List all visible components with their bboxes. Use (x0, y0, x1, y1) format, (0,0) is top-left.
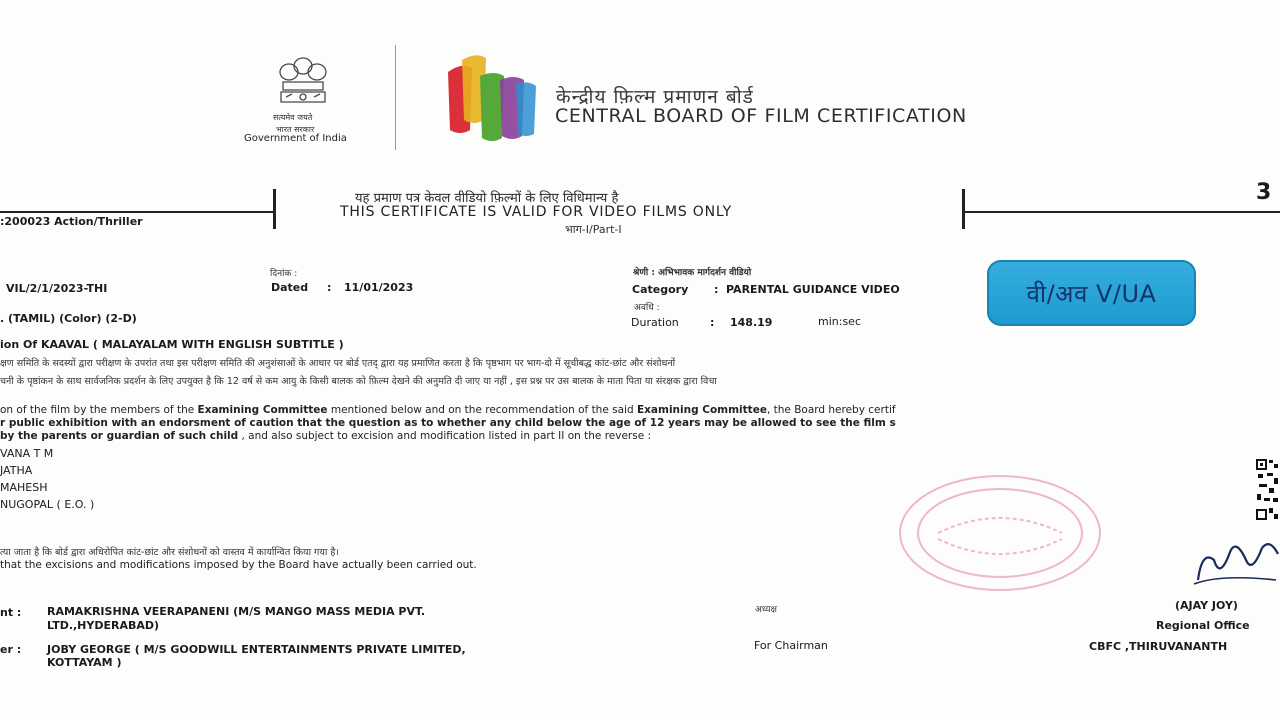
header-divider (395, 45, 396, 150)
committee-member: NUGOPAL ( E.O. ) (0, 498, 95, 511)
producer-line-2: KOTTAYAM ) (47, 656, 122, 669)
banner-rule-left-cap (273, 189, 276, 229)
government-hindi: भारत सरकार (276, 125, 315, 134)
certification-text-en-2: r public exhibition with an endorsment of caution that the question as to whether any child below the age of 12 years may be allowed to see the film s (0, 417, 896, 429)
emblem-motto: सत्यमेव जयते (273, 113, 313, 122)
certification-text-hindi-1: क्षण समिति के सदस्यों द्वारा परीक्षण के उपरांत तथा इस परीक्षण समिति की अनुशंसाओं के आधार पर बोर्ड एतद् द्वारा यह प्रमाणित करता है कि पृष्ठभाग पर भाग-दो में सूचीबद्ध कांट-छांट और संशोधनों (0, 358, 676, 369)
category-value: PARENTAL GUIDANCE VIDEO (726, 283, 900, 296)
version-line: ion Of KAAVAL ( MALAYALAM WITH ENGLISH SUBTITLE ) (0, 338, 344, 351)
certification-text-en-1 (0, 404, 896, 416)
language-line: . (TAMIL) (Color) (2-D) (0, 312, 137, 325)
genre-line: :200023 Action/Thriller (0, 215, 143, 228)
government-of-india-label: Government of India (244, 133, 347, 144)
part-label: भाग-I/Part-I (565, 223, 622, 236)
rating-badge: वी/अव V/UA (987, 260, 1196, 326)
signatory-title: Regional Office (1156, 619, 1250, 632)
duration-unit: min:sec (818, 315, 861, 328)
certificate-number: VIL/2/1/2023-THI (6, 282, 108, 295)
duration-label: Duration (631, 316, 679, 329)
category-colon: : (714, 283, 719, 296)
duration-value: 148.19 (730, 316, 773, 329)
national-emblem-icon (262, 52, 344, 112)
signatory-name: (AJAY JOY) (1175, 599, 1238, 612)
text-run-bold: Examining Committee (197, 404, 328, 416)
category-label: Category (632, 283, 689, 296)
producer-label: er : (0, 643, 22, 656)
text-run: , and also subject to excision and modification listed in part II on the reverse : (238, 430, 652, 442)
corner-number: 3 (1256, 180, 1272, 205)
text-run: , the Board hereby certif (766, 404, 896, 416)
text-run-bold: by the parents or guardian of such child (0, 430, 239, 442)
text-run: on of the film by the members of the (0, 404, 198, 416)
qr-code-icon (1255, 458, 1280, 522)
banner-rule-right-cap (962, 189, 965, 229)
banner-rule-right (963, 211, 1280, 213)
board-name-hindi: केन्द्रीय फ़िल्म प्रमाणन बोर्ड (556, 86, 754, 108)
category-hindi: श्रेणी : अभिभावक मार्गदर्शन वीडियो (633, 268, 752, 278)
date-value: 11/01/2023 (344, 281, 414, 294)
applicant-label: nt : (0, 606, 22, 619)
signatory-office: CBFC ,THIRUVANANTH (1089, 640, 1228, 653)
for-chairman-label: For Chairman (754, 639, 828, 652)
date-label: Dated (271, 281, 309, 294)
cbfc-logo-icon (442, 50, 540, 146)
producer-line-1: JOBY GEORGE ( M/S GOODWILL ENTERTAINMENTS PRIVATE LIMITED, (47, 643, 466, 656)
signature-scribble (1190, 530, 1280, 590)
board-name-english: CENTRAL BOARD OF FILM CERTIFICATION (555, 105, 967, 127)
validity-notice-english: THIS CERTIFICATE IS VALID FOR VIDEO FILMS ONLY (340, 204, 732, 220)
validity-notice-hindi: यह प्रमाण पत्र केवल वीडियो फ़िल्मों के लिए विधिमान्य है (355, 191, 619, 206)
excision-note-hindi: त्या जाता है कि बोर्ड द्वारा अधिरोपित कांट-छांट और संशोधनों को वास्तव में कार्यान्वित किया गया है। (0, 547, 340, 558)
banner-rule-left (0, 211, 274, 213)
text-run-bold: Examining Committee (636, 404, 767, 416)
certification-text-hindi-2: चनी के पृष्ठांकन के साथ सार्वजनिक प्रदर्शन के लिए उपयुक्त है कि 12 वर्ष से कम आयु के किसी बालक को फ़िल्म देखने की अनुमति दी जाए या नहीं , इस प्रश्न पर उस बालक के माता पिता या संरक्षक द्वारा विचा (0, 376, 717, 387)
applicant-line-1: RAMAKRISHNA VEERAPANENI (M/S MANGO MASS MEDIA PVT. (47, 605, 426, 618)
committee-member: JATHA (0, 464, 33, 477)
duration-colon: : (710, 316, 715, 329)
applicant-line-2: LTD.,HYDERABAD) (47, 619, 160, 632)
date-colon: : (327, 281, 332, 294)
certification-text-en-3 (0, 430, 651, 442)
chairman-hindi: अध्यक्ष (755, 605, 777, 615)
committee-member: MAHESH (0, 481, 48, 494)
excision-note-english: that the excisions and modifications imposed by the Board have actually been carried out. (0, 559, 477, 571)
date-label-hindi: दिनांक : (270, 269, 298, 279)
committee-member: VANA T M (0, 447, 54, 460)
official-seal-stamp (898, 473, 1102, 593)
duration-label-hindi: अवधि : (634, 303, 660, 313)
text-run: mentioned below and on the recommendation of the said (327, 404, 637, 416)
